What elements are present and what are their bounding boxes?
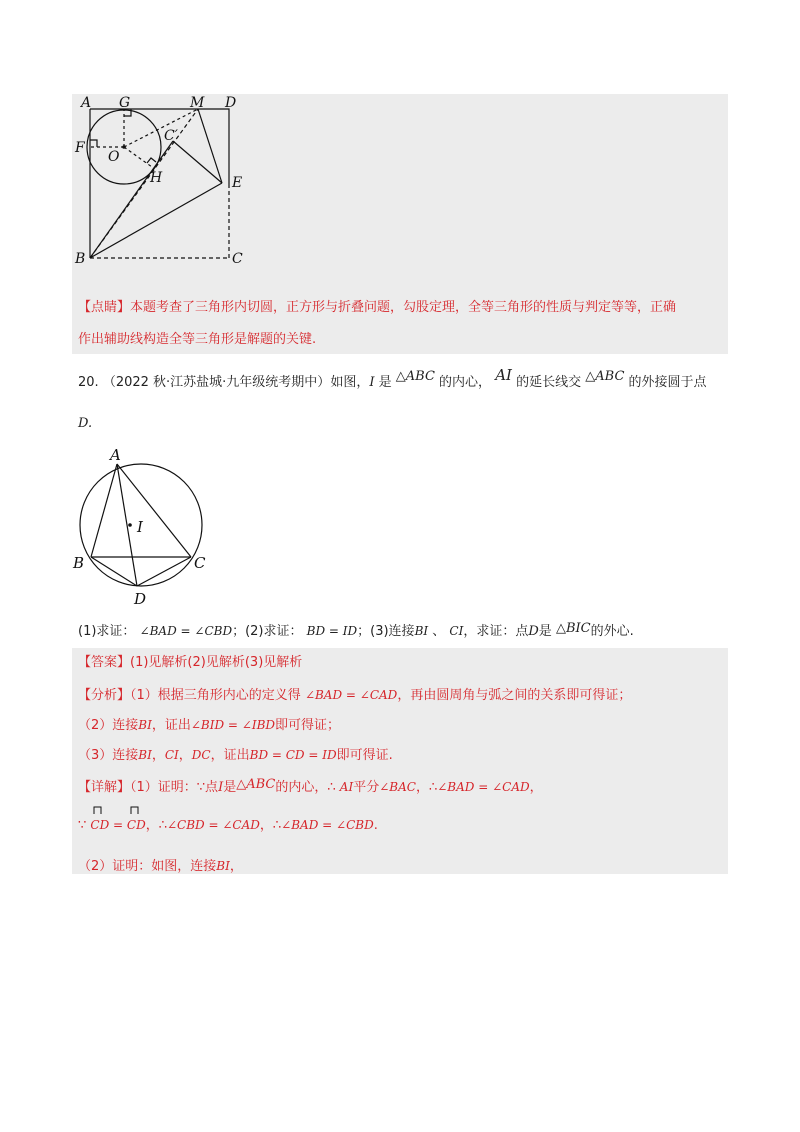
label-d2: D xyxy=(134,590,147,608)
analysis-c-bi: BI xyxy=(138,748,152,762)
q-text-3: 的内心， xyxy=(439,375,492,390)
analysis-c4: ，证出 xyxy=(210,748,250,763)
prove-part-6: 是 xyxy=(538,624,552,639)
q-var-ai: AI xyxy=(495,366,512,384)
detail-d6: ，∴ xyxy=(415,780,438,795)
detail-line-2 xyxy=(78,815,378,836)
detail-line-1 xyxy=(78,777,543,798)
analysis-c2: ， xyxy=(151,748,165,763)
prove-part-1: (1)求证： xyxy=(78,624,136,639)
arc-marks xyxy=(92,805,152,815)
line-b-c1 xyxy=(90,141,173,258)
detail-e2: ，∴ xyxy=(145,818,167,833)
prove-bi: BI xyxy=(414,624,429,638)
detail-d4: ∴ xyxy=(327,780,336,795)
center-o-dot xyxy=(122,145,126,149)
label-f: F xyxy=(75,140,85,156)
detail-f1: （2）证明：如图，连接 xyxy=(78,859,217,874)
dianjing-text-1: 本题考查了三角形内切圆，正方形与折叠问题，勾股定理，全等三角形的性质与判定等等，正确 xyxy=(130,300,677,315)
detail-i: I xyxy=(218,780,224,795)
q-var-i: I xyxy=(369,375,375,390)
dianjing-line-2 xyxy=(78,330,316,350)
analysis-a2: ，再由圆周角与弧之间的关系即可得证； xyxy=(397,688,632,703)
line-b-e xyxy=(90,183,222,258)
detail-d3: 的内心， xyxy=(275,780,328,795)
q-text-5: 的外接圆于点 xyxy=(628,375,707,390)
detail-e1: ∵ xyxy=(78,818,87,833)
answer-line xyxy=(78,653,302,673)
detail-d1: （1）证明：∵点 xyxy=(130,780,219,795)
analysis-eq: ∠BAD = ∠CAD xyxy=(304,688,398,702)
detail-eq-1: ∠CBD = ∠CAD xyxy=(167,818,260,832)
label-b: B xyxy=(75,251,86,267)
detail-arc-text: CD = CD xyxy=(90,818,146,832)
detail-f-bi: BI xyxy=(216,859,230,873)
analysis-line-1 xyxy=(78,685,631,706)
label-i: I xyxy=(137,518,143,536)
analysis-line-3 xyxy=(78,745,393,766)
analysis-b-bi: BI xyxy=(138,718,152,732)
detail-angle: ∠BAC xyxy=(379,780,416,794)
prove-ci: CI xyxy=(449,624,464,638)
incenter-i-dot xyxy=(128,523,132,527)
q-tri-1: △ABC xyxy=(395,369,435,384)
label-c: C xyxy=(232,251,243,267)
q-tri-2: △ABC xyxy=(585,369,625,384)
dianjing-text-2: 作出辅助线构造全等三角形是解题的关键. xyxy=(78,332,317,347)
line-m-e xyxy=(198,109,222,183)
prove-line xyxy=(78,621,634,642)
detail-ai: AI xyxy=(339,780,354,794)
right-angle-h xyxy=(147,158,156,163)
answer-tag: 【答案】 xyxy=(78,655,131,670)
detail-f2: ， xyxy=(229,859,243,874)
question-number: 20. xyxy=(78,375,99,390)
prove-part-4: 、 xyxy=(432,624,446,639)
analysis-a1: （1）根据三角形内心的定义得 xyxy=(130,688,301,703)
detail-tag: 【详解】 xyxy=(78,780,131,795)
label-b2: B xyxy=(73,554,85,572)
q-text-2: 是 xyxy=(378,375,392,390)
right-angle-f xyxy=(90,140,97,147)
label-h: H xyxy=(150,170,163,186)
label-d: D xyxy=(225,95,237,111)
dianjing-tag: 【点睛】 xyxy=(78,300,131,315)
analysis-line-2 xyxy=(78,715,340,736)
prove-part-2: ；(2)求证： xyxy=(232,624,303,639)
dashed-o-h xyxy=(124,147,152,167)
analysis-b-eq: ∠BID = ∠IBD xyxy=(190,718,276,732)
prove-d: D xyxy=(528,624,539,639)
label-c2: C xyxy=(194,554,206,572)
circumcircle-figure xyxy=(72,440,222,610)
label-o: O xyxy=(108,149,120,165)
detail-e3: ，∴ xyxy=(259,818,282,833)
label-m: M xyxy=(190,95,205,111)
detail-e4: . xyxy=(373,818,378,833)
detail-d7: ， xyxy=(529,780,543,795)
answer-text: (1)见解析(2)见解析(3)见解析 xyxy=(130,655,303,670)
detail-tri: △ABC xyxy=(236,777,276,792)
prove-part-5: ，求证：点 xyxy=(463,624,529,639)
detail-d2: 是 xyxy=(223,780,237,795)
label-g: G xyxy=(119,95,131,111)
detail-arc-eq xyxy=(90,815,145,835)
label-a: A xyxy=(81,95,92,111)
analysis-tag: 【分析】 xyxy=(78,688,131,703)
analysis-b1: （2）连接 xyxy=(78,718,139,733)
prove-part-7: 的外心. xyxy=(590,624,634,639)
label-a2: A xyxy=(110,446,121,464)
prove-eq-2: BD = ID xyxy=(306,624,358,638)
line-a-d xyxy=(117,464,137,586)
line-b-d xyxy=(91,557,137,586)
q-line-2-text: D. xyxy=(78,416,93,431)
analysis-c-dc: DC xyxy=(191,748,211,762)
analysis-b2: ，证出 xyxy=(151,718,191,733)
question-20-line-2 xyxy=(78,414,92,434)
label-e: E xyxy=(232,175,243,191)
prove-part-3: ；(3)连接 xyxy=(357,624,415,639)
side-a-b xyxy=(91,464,117,557)
prove-tri: △BIC xyxy=(555,621,591,636)
label-c1: C′ xyxy=(164,128,178,144)
analysis-c1: （3）连接 xyxy=(78,748,139,763)
q-text-1: 如图， xyxy=(330,375,370,390)
detail-line-3 xyxy=(78,856,243,877)
analysis-b3: 即可得证； xyxy=(275,718,341,733)
question-20-line-1 xyxy=(78,366,707,393)
analysis-c5: 即可得证. xyxy=(336,748,393,763)
question-source: （2022 秋·江苏盐城·九年级统考期中） xyxy=(102,375,331,390)
detail-eq-2: ∠BAD = ∠CBD xyxy=(281,818,374,832)
analysis-c-eq: BD = CD = ID xyxy=(249,748,337,762)
square-fold-figure xyxy=(72,94,252,269)
dianjing-line-1 xyxy=(78,298,676,318)
detail-eq: ∠BAD = ∠CAD xyxy=(437,780,530,794)
analysis-c3: ， xyxy=(178,748,192,763)
q-text-4: 的延长线交 xyxy=(516,375,582,390)
analysis-c-ci: CI xyxy=(164,748,179,762)
prove-eq-1: ∠BAD = ∠CBD xyxy=(139,624,233,638)
detail-d5: 平分 xyxy=(353,780,380,795)
